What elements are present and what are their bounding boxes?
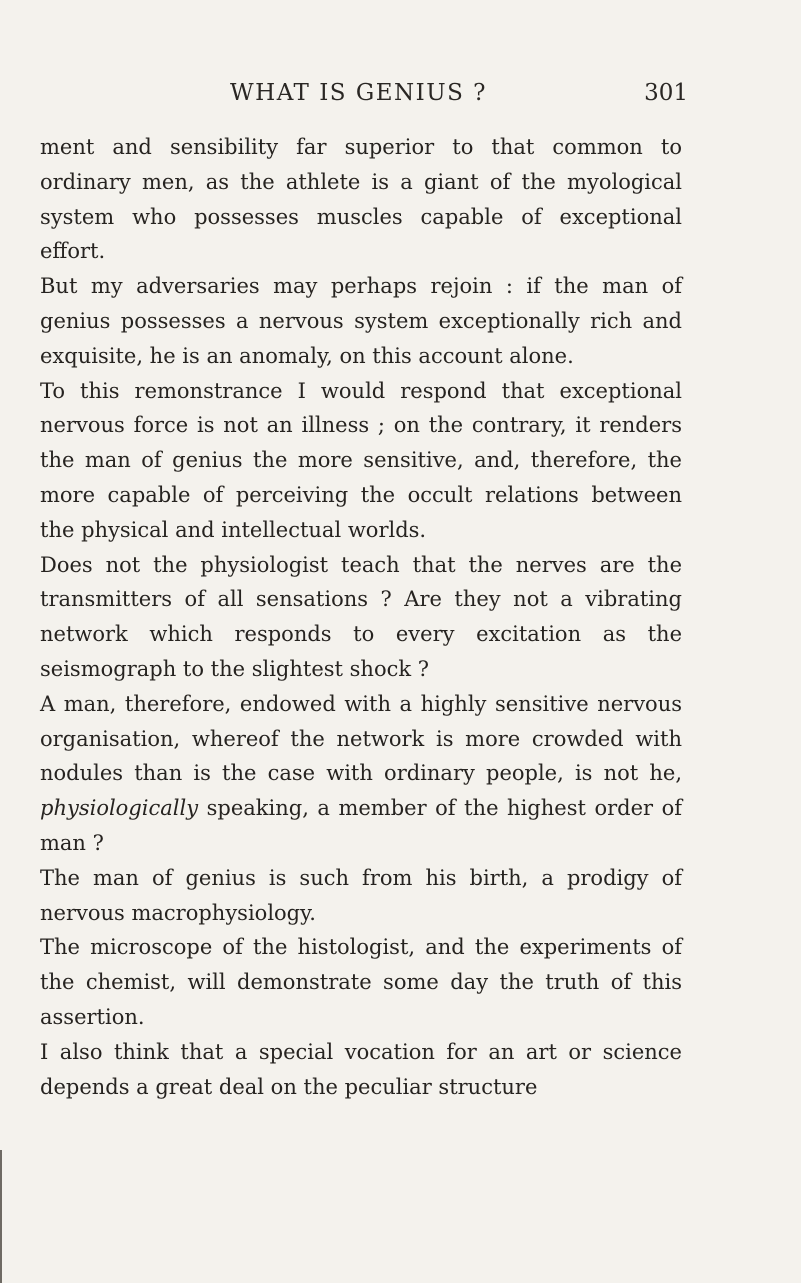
body-text xyxy=(40,130,682,1104)
paragraph-text: speaking, a member of the highest order of man ? xyxy=(40,796,682,855)
running-title: WHAT IS GENIUS ? xyxy=(230,80,488,106)
paragraph: To this remonstrance I would respond that exceptional nervous force is not an illness ; on the contrary, it renders the man of genius the more sensitive, and, therefore, the more capable of perceiving the occult relations between the physical and intellectual worlds. xyxy=(40,378,682,542)
paragraph xyxy=(40,687,682,861)
paragraph: I also think that a special vocation for an art or science depends a great deal on the peculiar structure xyxy=(40,1039,682,1099)
emphasized-word: physiologically xyxy=(40,796,199,821)
paragraph-text: A man, therefore, endowed with a highly sensitive nervous organisation, whereof the network is more crowded with nodules than is the case with ordinary people, is not he, xyxy=(40,691,682,786)
paragraph: The man of genius is such from his birth, a prodigy of nervous macrophysiology. xyxy=(40,865,682,925)
paragraph: But my adversaries may perhaps rejoin : if the man of genius possesses a nervous system exceptionally rich and exquisite, he is an anomaly, on this account alone. xyxy=(40,274,682,368)
paragraph: Does not the physiologist teach that the nerves are the transmitters of all sensations ? Are they not a vibrating network which responds to every excitation as the seismograph to the slightest shock ? xyxy=(40,552,682,681)
page-edge-shadow xyxy=(0,1150,2,1283)
running-head xyxy=(40,80,688,116)
paragraph: ment and sensibility far superior to that common to ordinary men, as the athlete is a giant of the myological system who possesses muscles capable of exceptional effort. xyxy=(40,135,682,264)
paragraph: The microscope of the histologist, and the experiments of the chemist, will demonstrate some day the truth of this assertion. xyxy=(40,935,682,1029)
page-number: 301 xyxy=(644,80,688,106)
